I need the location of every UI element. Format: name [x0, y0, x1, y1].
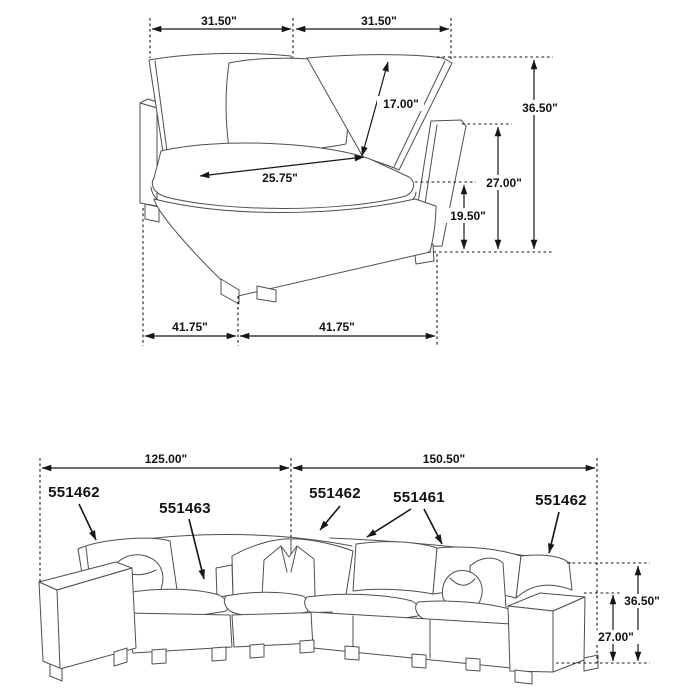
label-depth-left: 41.75": [172, 320, 208, 334]
sku-right-arm-chair: 551462: [535, 492, 587, 509]
sku-armless-left: 551463: [159, 500, 211, 517]
sku-corner: 551462: [309, 485, 361, 502]
leg: [300, 640, 314, 653]
base: [125, 613, 232, 653]
pointer-arrow: [79, 504, 96, 540]
right-back-3: [516, 555, 572, 598]
label-length-left: 125.00": [144, 452, 188, 466]
sku-armless-pair: 551461: [393, 489, 445, 506]
leg: [212, 647, 226, 661]
pointer-arrow: [189, 519, 204, 579]
chair-base: [154, 199, 436, 296]
label-arm-height: 27.00": [486, 176, 522, 190]
leg: [412, 654, 426, 668]
right-back-1: [353, 542, 437, 594]
leg: [250, 644, 264, 658]
sectional-drawing: [39, 535, 598, 684]
pointer-arrow: [424, 509, 442, 544]
label-width-right: 31.50": [361, 14, 397, 28]
sku-left-arm-chair: 551462: [48, 484, 100, 501]
pointer-arrow: [549, 512, 559, 553]
label-arm-height: 27.00": [598, 630, 634, 644]
label-length-right: 150.50": [422, 452, 466, 466]
pointer-arrow: [367, 509, 411, 537]
label-back-cushion: 17.00": [383, 97, 419, 111]
label-seat-depth: 25.75": [262, 171, 298, 185]
pointer-arrow: [320, 506, 340, 530]
label-seat-height: 19.50": [450, 209, 486, 223]
label-overall-height: 36.50": [624, 594, 660, 608]
leg: [515, 670, 532, 684]
label-width-left: 31.50": [201, 14, 237, 28]
leg: [152, 649, 166, 664]
label-depth-right: 41.75": [319, 320, 355, 334]
label-overall-height: 36.50": [522, 101, 558, 115]
leg: [466, 658, 480, 671]
leg: [345, 646, 359, 660]
